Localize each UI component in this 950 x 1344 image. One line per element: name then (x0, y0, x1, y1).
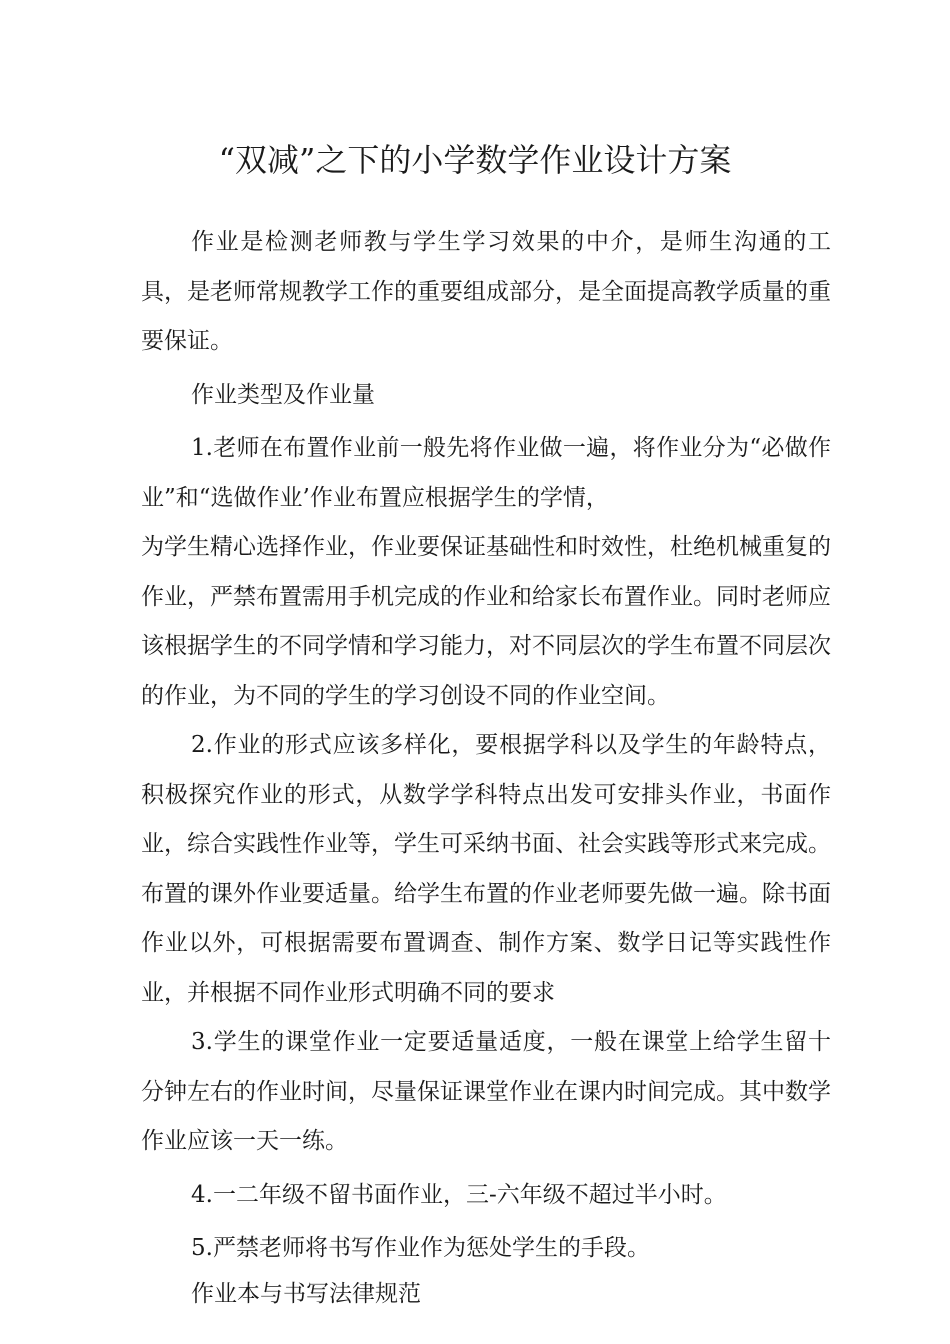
paragraph-item-3: 3.学生的课堂作业一定要适量适度，一般在课堂上给学生留十分钟左右的作业时间，尽量保证课堂作业在课内时间完成。其中数学作业应该一天一练。 (141, 1029, 831, 1154)
paragraph-item-1-continued: 为学生精心选择作业，作业要保证基础性和时效性，杜绝机械重复的作业，严禁布置需用手机完成的作业和给家长布置作业。同时老师应该根据学生的不同学情和学习能力，对不同层次的学生布置不同层次的作业，为不同的学生的学习创设不同的作业空间。 (141, 534, 831, 709)
paragraph-item-2: 2.作业的形式应该多样化，要根据学科以及学生的年龄特点，积极探究作业的形式，从数学学科特点出发可安排头作业，书面作业，综合实践性作业等，学生可采纳书面、社会实践等形式来完成。布置的课外作业要适量。给学生布置的作业老师要先做一遍。除书面作业以外，可根据需要布置调查、制作方案、数学日记等实践性作业，并根据不同作业形式明确不同的要求 (141, 732, 831, 1006)
document-title: “双减”之下的小学数学作业设计方案 (218, 141, 732, 179)
paragraph-item-4: 4.一二年级不留书面作业，三-六年级不超过半小时。 (191, 1181, 727, 1208)
document-body (141, 218, 831, 1314)
paragraph-intro: 作业是检测老师教与学生学习效果的中介，是师生沟通的工具，是老师常规教学工作的重要组成部分，是全面提高教学质量的重要保证。 (141, 229, 831, 354)
section-heading-homework-types: 作业类型及作业量 (191, 381, 375, 408)
section-heading-notebook-rules: 作业本与书写法律规范 (191, 1280, 421, 1307)
paragraph-item-5: 5.严禁老师将书写作业作为惩处学生的手段。 (191, 1235, 650, 1261)
paragraph-item-1: 1.老师在布置作业前一般先将作业做一遍，将作业分为“必做作业”和“选做作业’作业布置应根据学生的学情， (141, 435, 831, 511)
